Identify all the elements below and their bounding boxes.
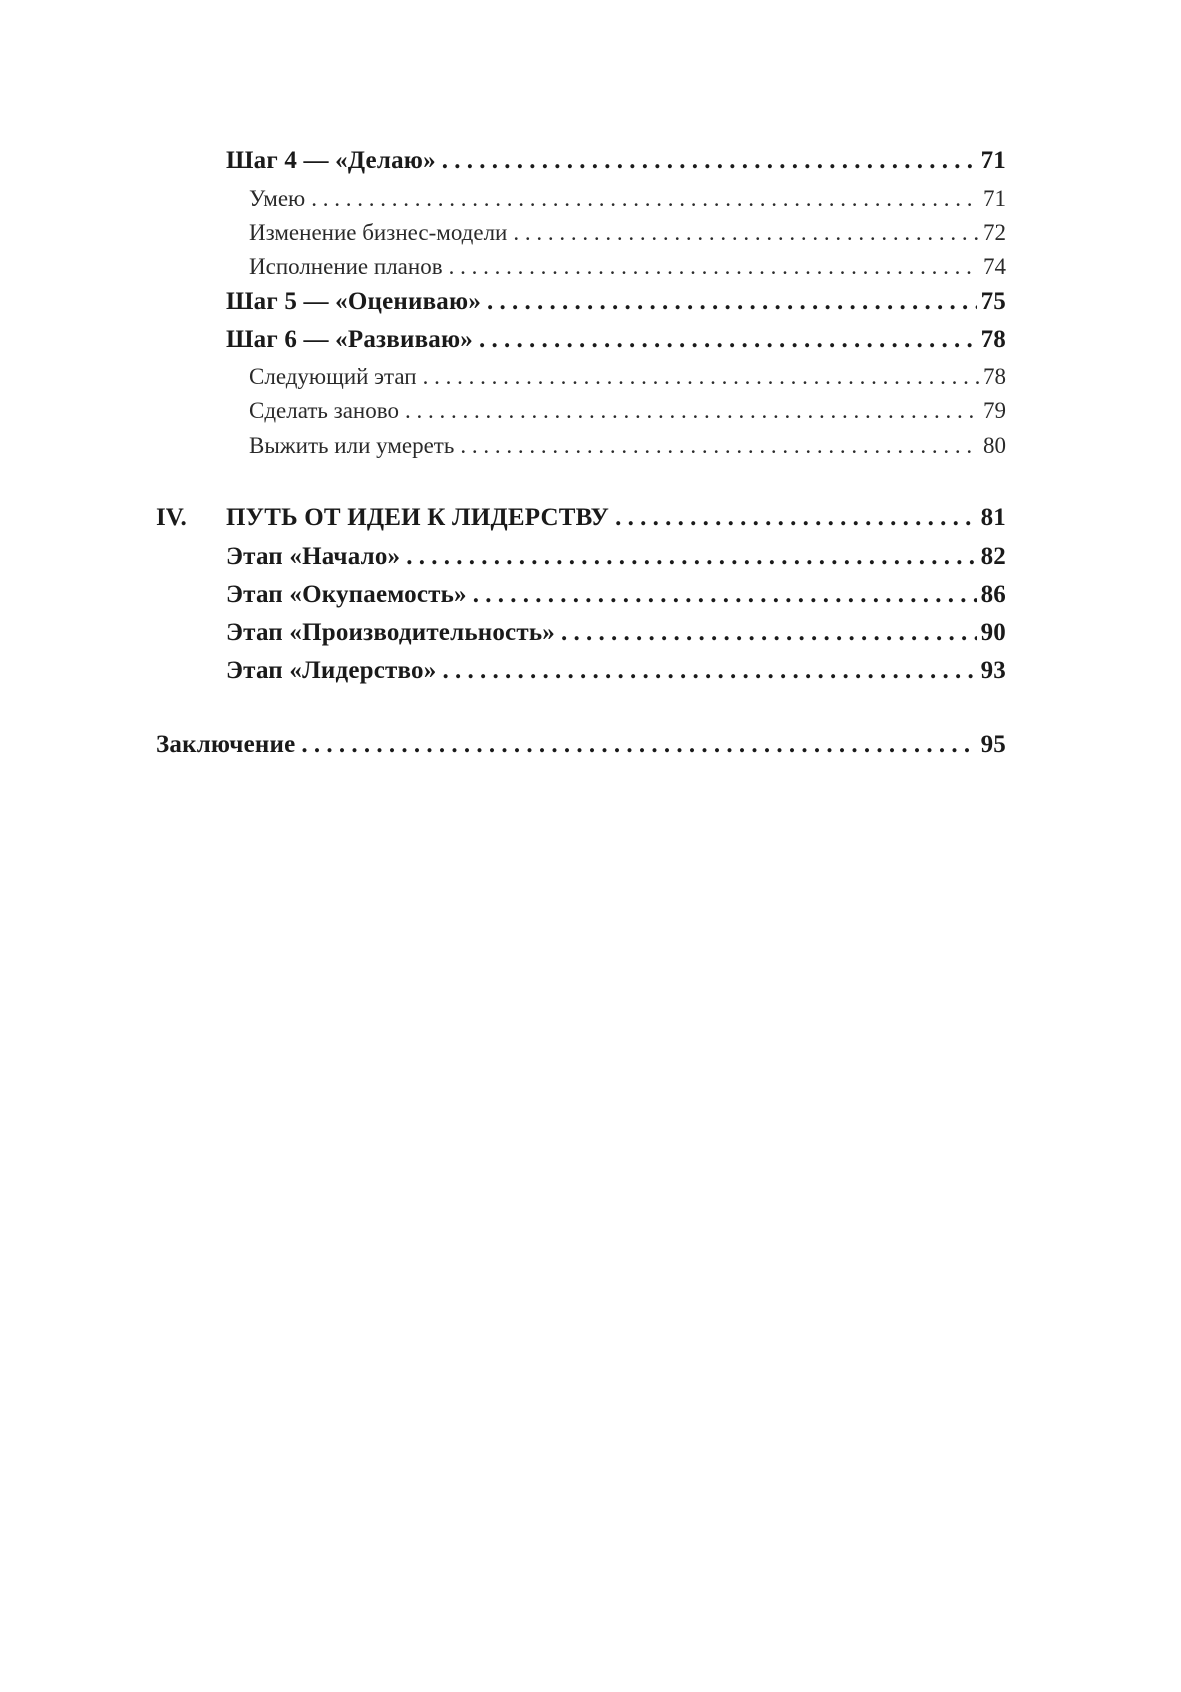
toc-leader-dots: [442, 657, 976, 685]
toc-entry-page: 71: [983, 186, 1006, 211]
toc-entry[interactable]: [249, 364, 1006, 390]
toc-leader-dots: [561, 619, 977, 647]
toc-leader-dots: [423, 364, 979, 390]
toc-entry-page: 86: [980, 581, 1006, 608]
toc-entry-title: Умею: [249, 186, 306, 211]
toc-leader-dots: [449, 254, 979, 280]
toc-leader-dots: [460, 433, 979, 459]
toc-entry[interactable]: [249, 433, 1006, 459]
toc-entry-title: Шаг 4 — «Делаю»: [226, 147, 436, 174]
part-number: IV.: [156, 504, 187, 531]
toc-entry-page: 74: [983, 254, 1006, 279]
toc-entry[interactable]: [226, 326, 1006, 354]
toc-entry-page: 78: [980, 326, 1006, 353]
toc-leader-dots: [301, 731, 976, 759]
toc-entry-page: 79: [983, 398, 1006, 423]
toc-entry-title: Этап «Начало»: [226, 543, 401, 570]
toc-leader-dots: [513, 220, 979, 246]
toc-entry-page: 80: [983, 433, 1006, 458]
toc-entry-title: Выжить или умереть: [249, 433, 455, 458]
toc-entry[interactable]: [226, 504, 1006, 532]
toc-leader-dots: [473, 581, 977, 609]
toc-entry-page: 71: [980, 147, 1006, 174]
toc-entry[interactable]: [249, 254, 1006, 280]
toc-entry-page: 81: [980, 504, 1006, 531]
toc-leader-dots: [406, 543, 976, 571]
toc-leader-dots: [479, 326, 977, 354]
toc-entry-title: Этап «Производительность»: [226, 619, 555, 646]
toc-entry-title: Изменение бизнес-модели: [249, 220, 508, 245]
toc-entry-title: ПУТЬ ОТ ИДЕИ К ЛИДЕРСТВУ: [226, 504, 610, 531]
toc-entry-page: 90: [980, 619, 1006, 646]
toc-entry[interactable]: [226, 581, 1006, 609]
toc-entry[interactable]: [226, 543, 1006, 571]
toc-entry[interactable]: [226, 657, 1006, 685]
toc-leader-dots: [487, 288, 977, 316]
toc-entry[interactable]: [226, 147, 1006, 175]
toc-entry-page: 93: [980, 657, 1006, 684]
toc-leader-dots: [615, 504, 977, 532]
toc-entry-page: 72: [983, 220, 1006, 245]
toc-leader-dots: [405, 398, 979, 424]
toc-entry[interactable]: [226, 288, 1006, 316]
toc-entry-title: Заключение: [156, 731, 296, 758]
toc-entry-title: Этап «Окупаемость»: [226, 581, 467, 608]
toc-entry[interactable]: [156, 731, 1006, 759]
toc-entry-title: Шаг 5 — «Оцениваю»: [226, 288, 482, 315]
toc-entry-page: 75: [980, 288, 1006, 315]
toc-entry[interactable]: [226, 619, 1006, 647]
toc-entry-title: Следующий этап: [249, 364, 417, 389]
toc-entry-title: Шаг 6 — «Развиваю»: [226, 326, 473, 353]
toc-entry[interactable]: [249, 398, 1006, 424]
toc-entry-title: Сделать заново: [249, 398, 399, 423]
toc-entry-page: 82: [980, 543, 1006, 570]
toc-entry-title: Исполнение планов: [249, 254, 443, 279]
toc-entry-page: 95: [980, 731, 1006, 758]
toc-leader-dots: [311, 186, 979, 212]
toc-entry[interactable]: [249, 186, 1006, 212]
toc-leader-dots: [442, 147, 977, 175]
toc-entry-title: Этап «Лидерство»: [226, 657, 437, 684]
toc-entry-page: 78: [983, 364, 1006, 389]
toc-entry[interactable]: [249, 220, 1006, 246]
